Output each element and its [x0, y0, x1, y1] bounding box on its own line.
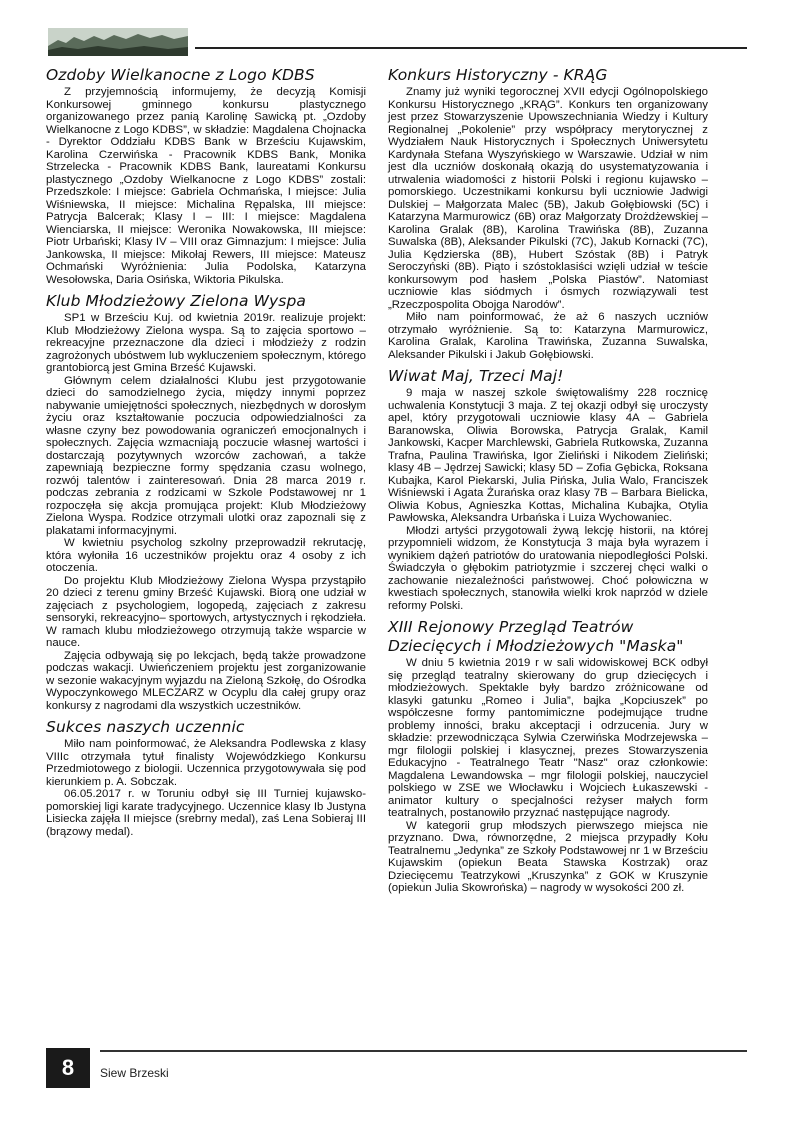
- article-paragraph: W kwietniu psycholog szkolny przeprowadził rekrutację, która wyłoniła 16 uczestników projektu oraz 4 osoby z ich otoczenia.: [46, 537, 366, 574]
- article-maska: [388, 618, 708, 895]
- article-paragraph: Zajęcia odbywają się po lekcjach, będą także prowadzone podczas wakacji. Uwieńczeniem projektu jest zorganizowanie w sezonie wakacyjnym wyjazdu na Zieloną Szkołę, do Ośrodka Wypoczynkowego MLECZARZ w Ocyplu dla całej grupy oraz konkursy z nagrodami dla wszystkich uczestników.: [46, 649, 366, 712]
- left-column: [46, 66, 366, 844]
- article-sukces: [46, 718, 366, 838]
- article-paragraph: Znamy już wyniki tegorocznej XVII edycji Ogólnopolskiego Konkursu Historycznego „KRĄG”. Konkurs ten organizowany jest przez Stowarzyszenie Upowszechniania Wiedzy i Kultury Regionalnej „Pokolenie” przy współpracy merytorycznej z Wydziałem Nauk Historycznych i Społecznych Uniwersytetu Kardynała Stefana Wyszyńskiego w Warszawie. Udział w nim jest dla uczniów doskonałą okazją do usystematyzowania i utrwalenia wiadomości z historii Polski i regionu kujawsko – pomorskiego. Uczestnikami konkursu byli uczniowie Jadwigi Dulskiej – Małgorzata Malec (5B), Jakub Gołębiowski (5C) i Katarzyna Marmurowicz (6B) oraz Małgorzaty Drożdżewskiej – Karolina Gralak (8B), Karolina Trawińska (8B), Zuzanna Suwalska (8B), Aleksander Pikulski (7C), Jakub Kornacki (7C), Julia Kędzierska (8B), Hubert Szóstak (8B) i Patryk Seroczyński (8B). Piąto i szóstoklasiści wzięli udział w teście konkursowym pod hasłem „Polska Piastów”. Natomiast uczniowie klas siódmych i ósmych rozwiązywali test „Rzeczpospolita Obojga Narodów”.: [388, 86, 708, 311]
- article-ozdoby: [46, 66, 366, 286]
- page-number: 8: [46, 1048, 90, 1088]
- article-paragraph: Miło nam poinformować, że Aleksandra Podlewska z klasy VIIIc otrzymała tytuł finalisty Wojewódzkiego Konkursu Przedmiotowego z biologii. Uczennica przygotowywała się pod kierunkiem p. A. Sobczak.: [46, 738, 366, 788]
- article-title: Ozdoby Wielkanocne z Logo KDBS: [46, 66, 315, 84]
- article-paragraph: SP1 w Brześciu Kuj. od kwietnia 2019r. realizuje projekt: Klub Młodzieżowy Zielona wyspa. Są to zajęcia sportowo – rekreacyjne przeznaczone dla dzieci i młodzieży z rodzin zagrożonych ubóstwem lub wykluczeniem społecznym, którego grantobiorcą jest Gmina Brześć Kujawski.: [46, 312, 366, 374]
- article-paragraph: W dniu 5 kwietnia 2019 r w sali widowiskowej BCK odbył się przegląd teatralny skierowany do grup dziecięcych i młodzieżowych. Spektakle były bardzo zróżnicowane od klasyki gatunku „Romeo i Julia”, bajka „Kopciuszek” po współczesne formy pantomimiczne podejmujące trudne problemy inności, braku akceptacji i odrzucenia. Jury w składzie: przewodnicząca Sylwia Czerwińska Modrzejewska – mgr filologii polskiej i klasycznej, prezes Stowarzyszenia Edukacyjno - Teatralnego Teatr "Nasz" oraz członkowie: Magdalena Lewandowska – mgr filologii polskiej, nauczyciel polskiego w ZSE we Włocławku i Wojciech Łukaszewski - animator kultury o specjalności reżyser małych form teatralnych, postanowiło przyznać następujące nagrody.: [388, 657, 708, 819]
- article-paragraph: Miło nam poinformować, że aż 6 naszych uczniów otrzymało wyróżnienie. Są to: Katarzyna Marmurowicz, Karolina Gralak, Karolina Trawińska, Zuzanna Suwalska, Aleksander Pikulski i Jakub Gołębiowski.: [388, 311, 708, 361]
- article-paragraph: 06.05.2017 r. w Toruniu odbył się III Turniej kujawsko-pomorskiej ligi karate tradycyjnego. Uczennice klasy Ib Justyna Lisiecka zajęła II miejsce (srebrny medal), zaś Lena Sobieraj III (brązowy medal).: [46, 788, 366, 838]
- article-paragraph: 9 maja w naszej szkole świętowaliśmy 228 rocznicę uchwalenia Konstytucji 3 maja. Z tej okazji odbył się uroczysty apel, który przygotowali uczniowie klasy 4A – Gabriela Baranowska, Oliwia Borowska, Patrycja Gralak, Kamil Jankowski, Kacper Marchlewski, Gabriela Rutkowska, Zuzanna Trafna, Paulina Trawińska, Igor Zieliński i Nikodem Zieliński; klasy 4B – Jędrzej Sawicki; klasy 5D – Zofia Gębicka, Roksana Kubajka, Karol Piekarski, Julia Pińska, Julia Walo, Franciszek Wiśniewski i Agata Żurańska oraz klasy 7B – Barbara Bielicka, Oliwia Kobus, Agnieszka Kottas, Michalina Kubajka, Otylia Pawłowska, Aleksandra Urbańska i Luiza Wychowaniec.: [388, 387, 708, 524]
- article-paragraph: Młodzi artyści przygotowali żywą lekcję historii, na której przypomnieli widzom, że Konstytucja 3 maja była wyrazem i wynikiem dążeń patriotów do uratowania niepodległości Polski. Świadczyła o głębokim patriotyzmie i szczerej chęci walki o zachowanie niezależności państwowej. Choć połowiczna w kwestiach społecznych, stanowiła wielki krok naprzód w dziele reformy Polski.: [388, 524, 708, 612]
- header-rule: [195, 47, 747, 49]
- article-title: Klub Młodzieżowy Zielona Wyspa: [46, 292, 306, 310]
- header-decoration-image: [48, 28, 188, 56]
- article-paragraph: W kategorii grup młodszych pierwszego miejsca nie przyznano. Dwa, równorzędne, 2 miejsca przypadły Kołu Teatralnemu „Jedynka” ze Szkoły Podstawowej nr 1 w Brześciu Kujawskim (opiekun Beata Stawska Kostrzak) oraz Dziecięcemu Teatrzykowi „Kruszynka” z GOK w Kruszynie (opiekun Julia Skowrońska) – nagrody w wysokości 200 zł.: [388, 819, 708, 894]
- article-title: Sukces naszych uczennic: [46, 718, 245, 736]
- right-column: [388, 66, 708, 901]
- article-paragraph: Z przyjemnością informujemy, że decyzją Komisji Konkursowej gminnego konkursu plastycznego organizowanego przez panią Karolinę Sawicką pt. „Ozdoby Wielkanocne z Logo KDBS”, w składzie: Magdalena Chojnacka - Dyrektor Oddziału KDBS Bank w Brześciu Kujawskim, Karolina Czerwińska - Pracownik KDBS Bank, Monika Strzelecka - Pracownik KDBS Bank, laureatami Konkursu plastycznego „Ozdoby Wielkanocne z Logo KDBS” zostali: Przedszkole: I miejsce: Gabriela Ochmańska, I miejsce: Julia Wiśniewska, II miejsce: Michalina Rępalska, III miejsce: Patrycja Balcerak; Klasy I – III: I miejsce: Magdalena Wienciarska, II miejsce: Weronika Nowakowska, III miejsce: Piotr Urbański; Klasy IV – VIII oraz Gimnazjum: I miejsce: Julia Jankowska, II miejsce: Mikołaj Rewers, III miejsce: Mateusz Ochmański Wyróżnienia: Julia Podolska, Katarzyna Wesołowska, Daria Osińska, Wiktoria Pikulska.: [46, 86, 366, 286]
- article-title: Wiwat Maj, Trzeci Maj!: [388, 367, 564, 385]
- article-paragraph: Głównym celem działalności Klubu jest przygotowanie dzieci do samodzielnego życia, między innymi poprzez nabywanie umiejętności społecznych, niezbędnych w dorosłym życiu oraz kształtowanie poczucia odpowiedzialności za własne czyny bez powodowania ograniczeń emocjonalnych i społecznych. Zajęcia wzmacniają poczucie własnej wartości i dostarczają pozytywnych wzorców zachowań, a także zapewniają bezpieczne formy spędzania czasu wolnego, rozwój talentów i zainteresowań. Dnia 28 marca 2019 r. podczas zebrania z rodzicami w Szkole Podstawowej nr 1 rozpoczęła się akcja promująca projekt: Klub Młodzieżowy Zielona Wyspa. Rodzice otrzymali ulotki oraz zapoznali się z plakatami informacyjnymi.: [46, 374, 366, 537]
- article-wiwat: [388, 367, 708, 612]
- article-paragraph: Do projektu Klub Młodzieżowy Zielona Wyspa przystąpiło 20 dzieci z terenu gminy Brześć Kujawski. Biorą one udział w zajęciach z psychologiem, logopedą, zajęciach z zakresu sensoryki, rekreacyjno– sportowych, artystycznych i rękodzieła. W ramach klubu młodzieżowego otrzymują także wsparcie w nauce.: [46, 574, 366, 649]
- footer-rule: [100, 1050, 747, 1052]
- article-klub: [46, 292, 366, 712]
- publication-title: Siew Brzeski: [100, 1066, 169, 1080]
- article-title: Konkurs Historyczny - KRĄG: [388, 66, 608, 84]
- article-title: XIII Rejonowy Przegląd Teatrów Dziecięcych i Młodzieżowych "Maska": [388, 618, 684, 655]
- article-krag: [388, 66, 708, 361]
